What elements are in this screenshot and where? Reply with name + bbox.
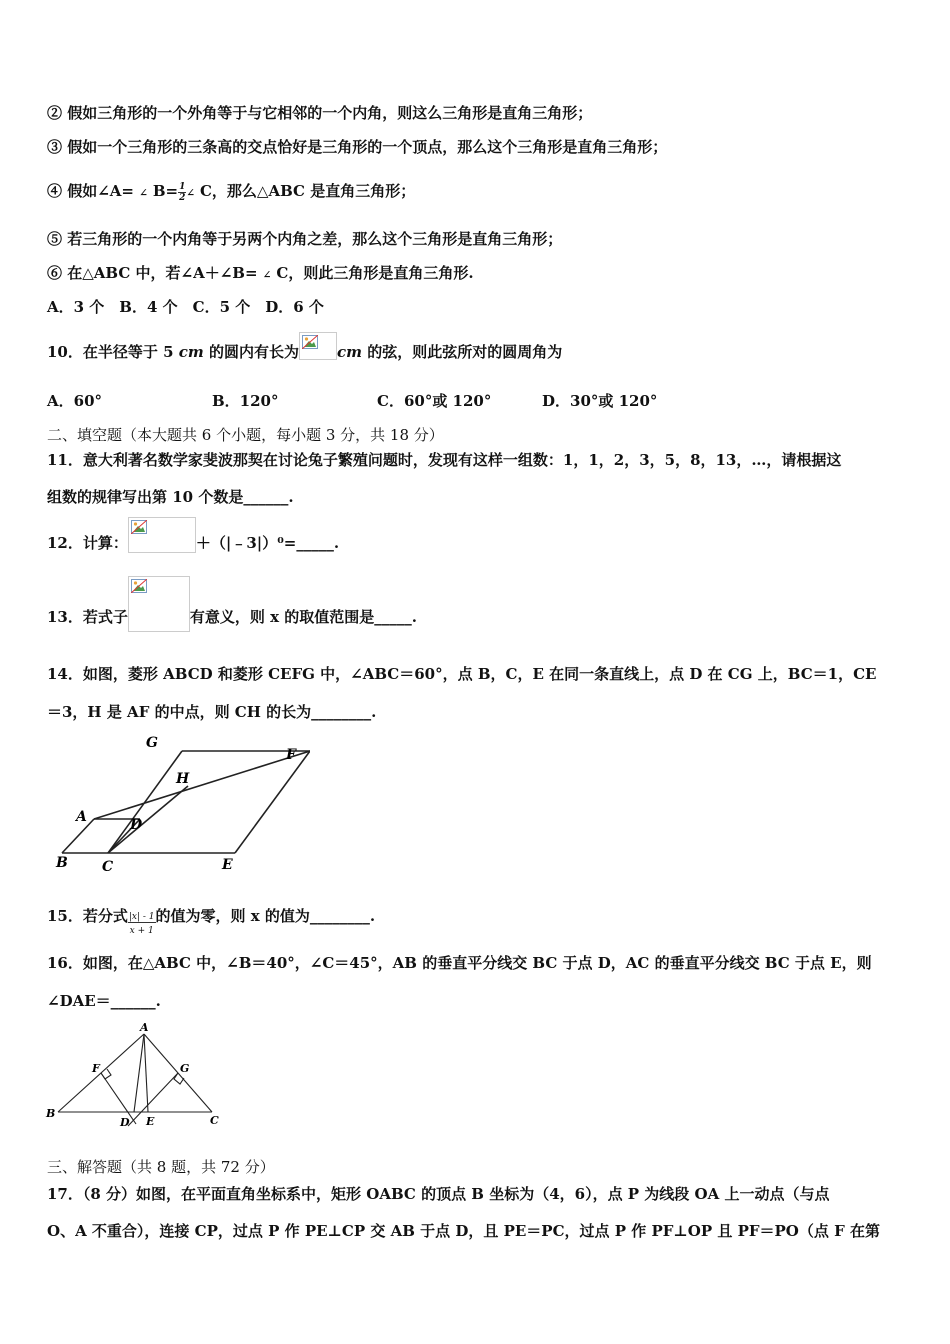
- q10-option-d: D．30°或 120°: [542, 392, 658, 410]
- label-b: B: [56, 855, 68, 871]
- label-g: G: [180, 1062, 190, 1075]
- q10-unit-cm-2: cm: [337, 343, 363, 361]
- fraction-abs-x: [128, 912, 156, 936]
- q10-post: 的弦，则此弦所对的圆周角为: [362, 343, 563, 361]
- label-c: C: [102, 859, 114, 875]
- statement-4: [47, 181, 415, 204]
- q15-pre: 15．若分式: [47, 907, 128, 925]
- q17-line-2: O、A 不重合），连接 CP，过点 P 作 PE⊥CP 交 AB 于点 D，且 PE＝PC，过点 P 作 PF⊥OP 且 PF＝PO（点 F 在第: [47, 1222, 880, 1240]
- q10-unit-cm: cm: [178, 343, 204, 361]
- q9-options: A．3 个 B．4 个 C．5 个 D．6 个: [47, 298, 324, 316]
- label-e: E: [222, 857, 233, 873]
- label-h: H: [176, 771, 190, 787]
- label-c: C: [210, 1114, 219, 1127]
- section-2-heading: 二、填空题（本大题共 6 个小题，每小题 3 分，共 18 分）: [47, 426, 444, 444]
- label-b: B: [46, 1107, 56, 1120]
- q12-stem: [47, 533, 339, 553]
- q10-stem: [47, 342, 562, 362]
- q10-option-c: C．60°或 120°: [377, 392, 492, 410]
- label-a: A: [76, 809, 87, 825]
- label-e: E: [146, 1115, 155, 1128]
- q11-line-1: 11．意大利著名数学家斐波那契在讨论兔子繁殖问题时，发现有这样一组数：1，1，2，3，5，8，13，…，请根据这: [47, 451, 842, 469]
- triangle-figure: [40, 1018, 230, 1133]
- label-a: A: [140, 1021, 149, 1034]
- q12-pre: 12．计算：: [47, 534, 128, 552]
- q15-post: 的值为零，则 x 的值为________.: [155, 907, 376, 925]
- section-3-heading: 三、解答题（共 8 题，共 72 分）: [47, 1158, 275, 1176]
- angle-symbol-small: ∠: [262, 270, 272, 281]
- q13-stem: [47, 604, 417, 632]
- statement-3: ③ 假如一个三角形的三条高的交点恰好是三角形的一个顶点，那么这个三角形是直角三角形；: [47, 138, 668, 156]
- statement-2: ② 假如三角形的一个外角等于与它相邻的一个内角，则这么三角形是直角三角形；: [47, 104, 593, 122]
- fraction-denominator: 2: [179, 192, 186, 203]
- broken-image-icon: [128, 576, 190, 632]
- q10-mid: 的圆内有长为: [203, 343, 300, 361]
- broken-image-icon: [299, 332, 337, 360]
- q17-line-1: 17．（8 分）如图，在平面直角坐标系中，矩形 OABC 的顶点 B 坐标为（4，6），点 P 为线段 OA 上一动点（与点: [47, 1185, 830, 1203]
- q11-line-2: 组数的规律写出第 10 个数是______.: [47, 488, 294, 506]
- q13-post: 有意义，则 x 的取值范围是_____.: [189, 608, 417, 626]
- statement-6: [47, 263, 474, 286]
- q10-option-b: B．120°: [212, 392, 279, 410]
- label-g: G: [146, 735, 158, 751]
- statement-6-pre: ⑥ 在△ABC 中，若∠A＋∠B=: [47, 264, 263, 282]
- statement-5: ⑤ 若三角形的一个内角等于另两个内角之差，那么这个三角形是直角三角形；: [47, 230, 563, 248]
- statement-4-pre: ④ 假如∠A=: [47, 182, 140, 200]
- fraction-numerator: |x| - 1: [128, 912, 155, 922]
- q12-post: ＋（|﹣3|）⁰=_____.: [195, 534, 340, 552]
- q13-pre: 13．若式子: [47, 608, 128, 626]
- broken-image-icon: [128, 517, 196, 553]
- rhombus-figure: [50, 735, 310, 875]
- label-f: F: [92, 1062, 100, 1075]
- statement-6-post: C，则此三角形是直角三角形.: [271, 264, 474, 282]
- statement-4-post: C，那么△ABC 是直角三角形；: [194, 182, 416, 200]
- q16-line-2: ∠DAE＝______.: [47, 992, 161, 1010]
- label-d: D: [130, 817, 143, 833]
- fraction-denominator: x + 1: [129, 926, 154, 936]
- q10-pre: 10．在半径等于 5: [47, 343, 179, 361]
- q10-option-a: A．60°: [47, 392, 103, 410]
- statement-4-b: B=: [147, 182, 179, 200]
- fraction-numerator: 1: [179, 181, 186, 192]
- q14-line-1: 14．如图，菱形 ABCD 和菱形 CEFG 中，∠ABC＝60°，点 B，C，E 在同一条直线上，点 D 在 CG 上，BC＝1，CE: [47, 665, 877, 683]
- angle-symbol-small: ∠: [186, 188, 195, 199]
- label-f: F: [286, 747, 296, 763]
- angle-symbol-small: ∠: [139, 188, 148, 199]
- label-d: D: [120, 1116, 130, 1129]
- q15-stem: [47, 898, 375, 936]
- q16-line-1: 16．如图，在△ABC 中，∠B＝40°，∠C＝45°，AB 的垂直平分线交 BC 于点 D，AC 的垂直平分线交 BC 于点 E，则: [47, 954, 872, 972]
- q14-line-2: ＝3，H 是 AF 的中点，则 CH 的长为________.: [47, 703, 377, 721]
